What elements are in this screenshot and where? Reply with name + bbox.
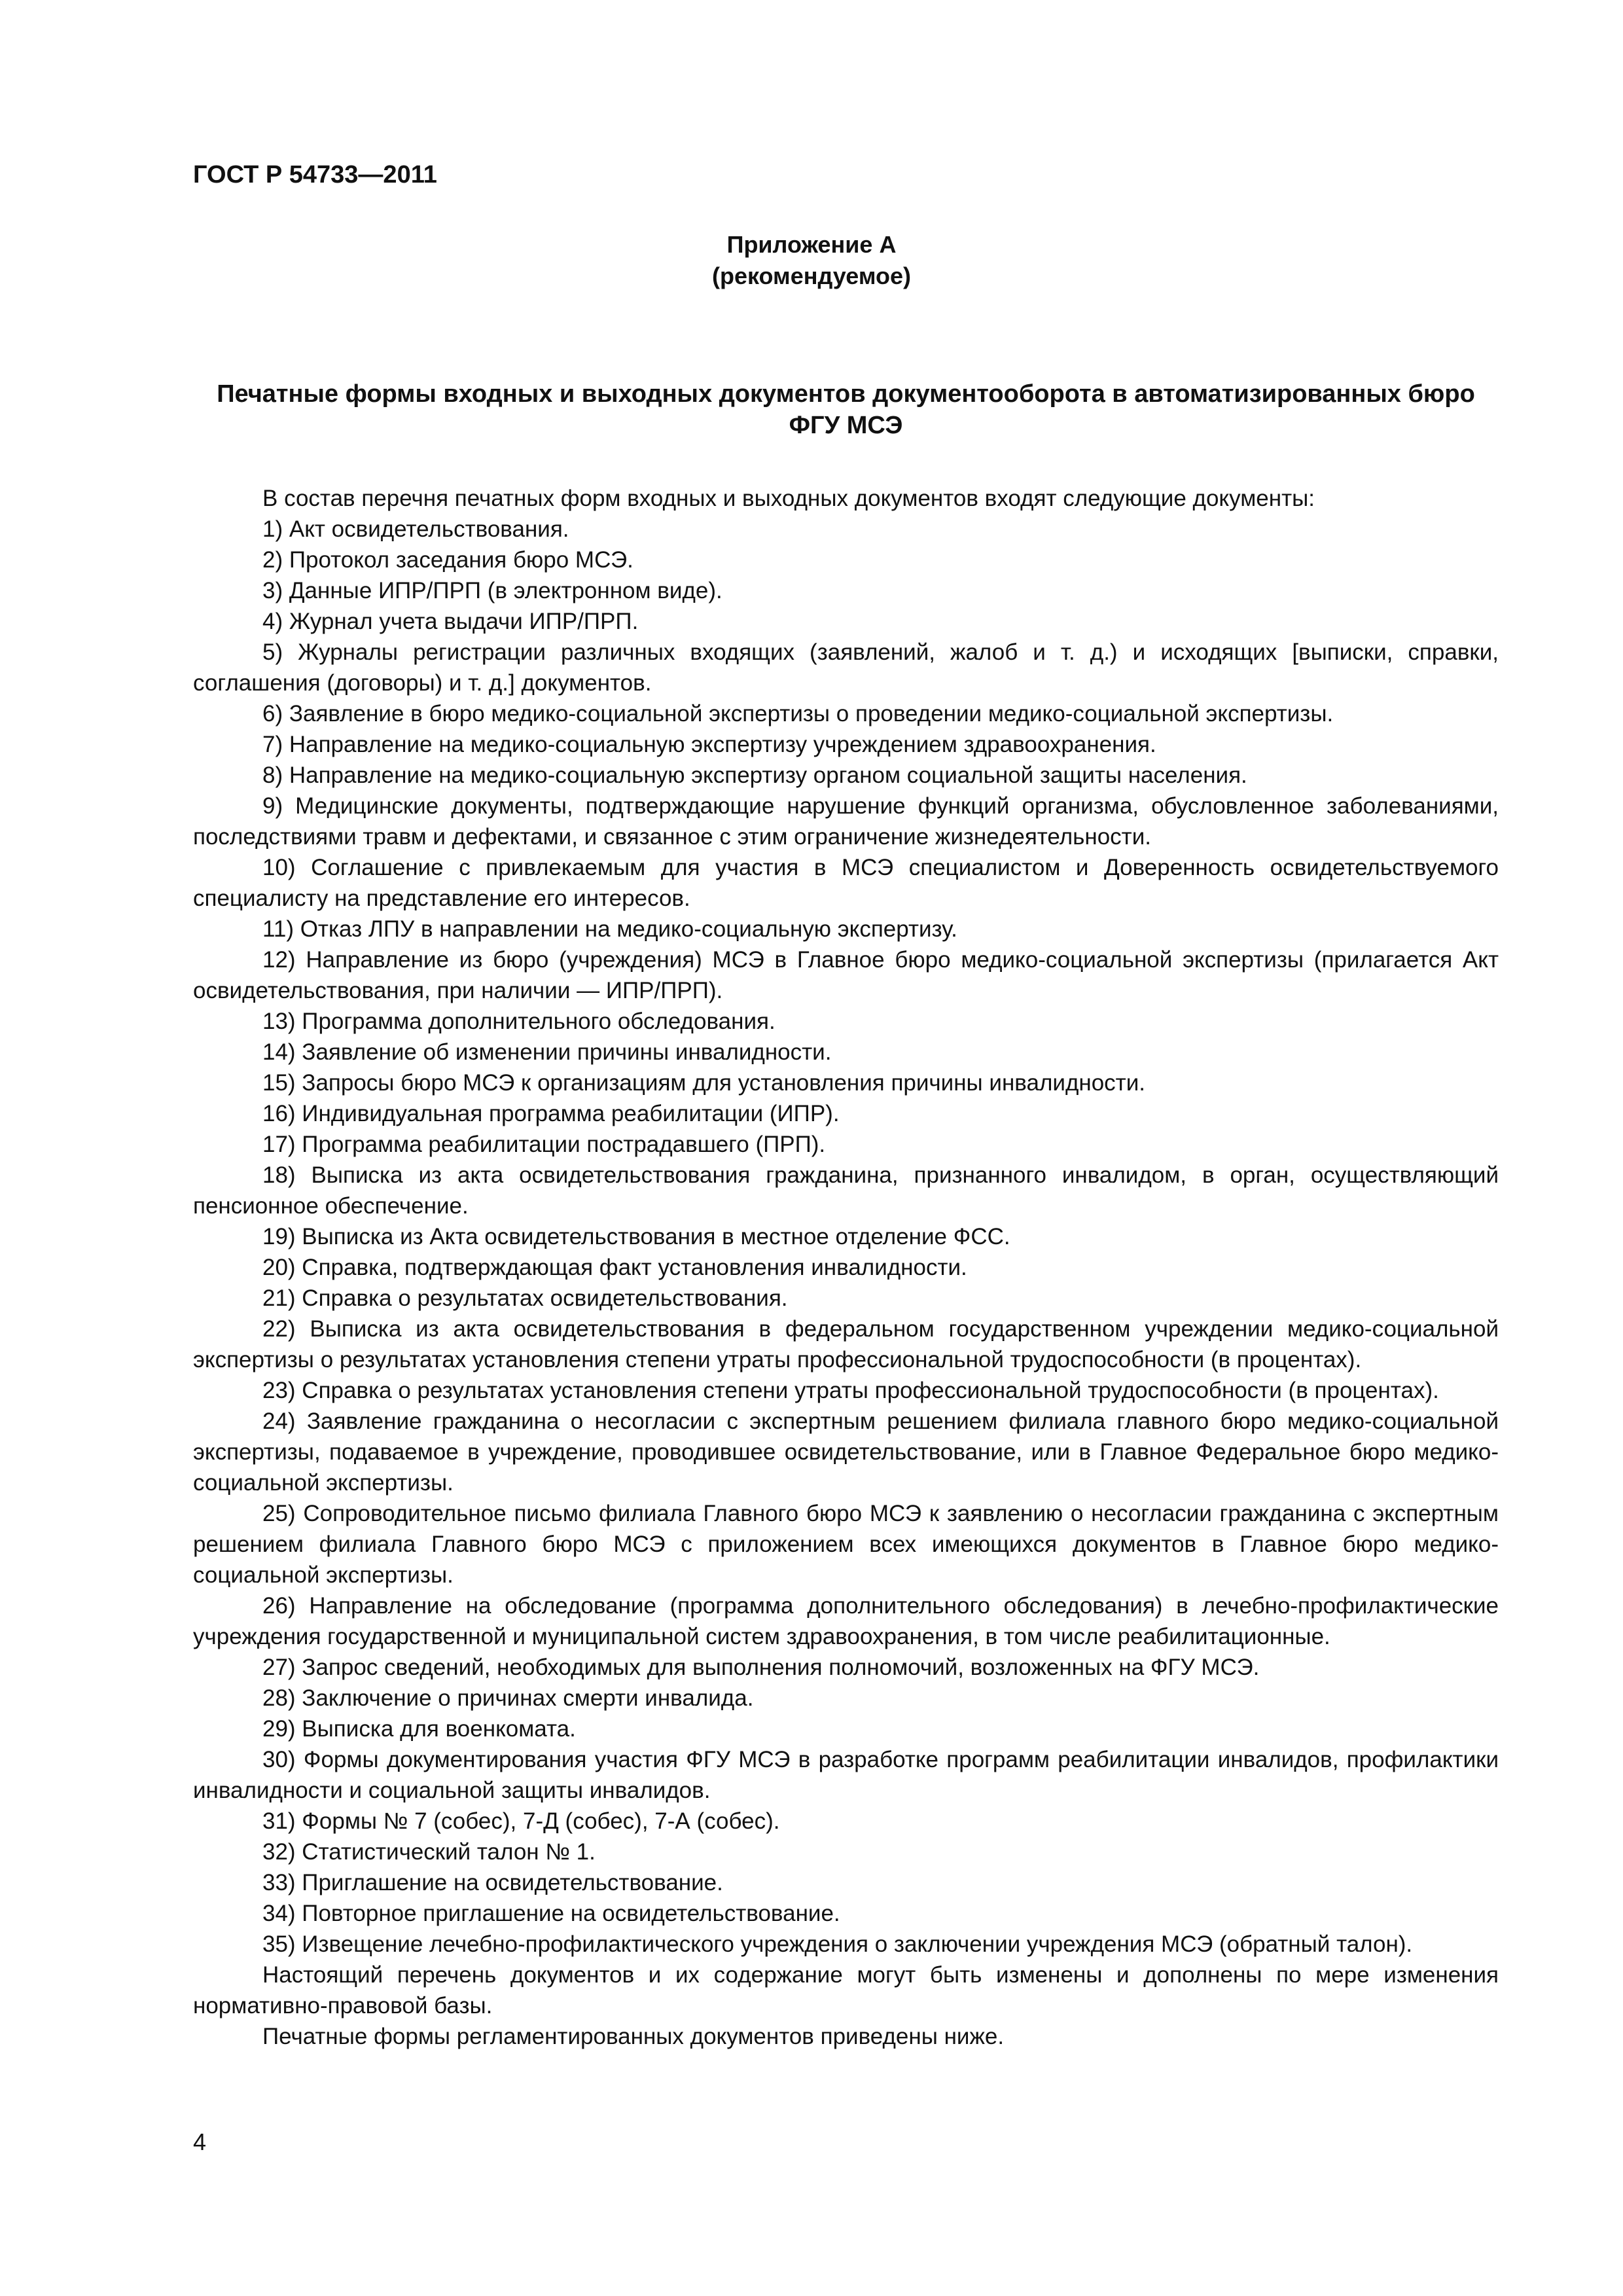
annex-title: Приложение А xyxy=(726,231,897,258)
list-item: 29) Выписка для военкомата. xyxy=(262,1716,576,1742)
list-item: 31) Формы № 7 (собес), 7-Д (собес), 7-А (собес). xyxy=(262,1808,780,1834)
list-item: 22) Выписка из акта освидетельствования в федеральном государственном учреждении медико-социальной экспертизы о результатах установления степени утраты профессиональной трудоспособности (в процентах). xyxy=(193,1316,1499,1372)
list-item: 8) Направление на медико-социальную экспертизу органом социальной защиты населения. xyxy=(262,762,1247,788)
list-item: 6) Заявление в бюро медико-социальной экспертизы о проведении медико-социальной экспертизы. xyxy=(262,701,1334,726)
list-item: 20) Справка, подтверждающая факт установления инвалидности. xyxy=(262,1255,967,1280)
list-item: 15) Запросы бюро МСЭ к организациям для установления причины инвалидности. xyxy=(262,1070,1145,1096)
list-item: 28) Заключение о причинах смерти инвалида. xyxy=(262,1685,754,1711)
list-item: 7) Направление на медико-социальную экспертизу учреждением здравоохранения. xyxy=(262,732,1156,757)
list-item: 18) Выписка из акта освидетельствования гражданина, признанного инвалидом, в орган, осуществляющий пенсионное обеспечение. xyxy=(193,1162,1499,1219)
list-item: 4) Журнал учета выдачи ИПР/ПРП. xyxy=(262,609,639,634)
annex-heading xyxy=(0,229,1623,292)
list-item: 1) Акт освидетельствования. xyxy=(262,516,569,542)
list-item: 17) Программа реабилитации пострадавшего (ПРП). xyxy=(262,1132,826,1157)
list-item: 23) Справка о результатах установления степени утраты профессиональной трудоспособности (в процентах). xyxy=(262,1378,1439,1403)
document-list xyxy=(193,514,1499,1960)
closing-paragraph: Настоящий перечень документов и их содержание могут быть изменены и дополнены по мере изменения нормативно-правовой базы. xyxy=(193,1962,1499,2018)
list-item: 16) Индивидуальная программа реабилитации (ИПР). xyxy=(262,1101,840,1126)
list-item: 33) Приглашение на освидетельствование. xyxy=(262,1870,723,1895)
intro-paragraph: В состав перечня печатных форм входных и выходных документов входят следующие документы: xyxy=(262,486,1315,511)
list-item: 14) Заявление об изменении причины инвалидности. xyxy=(262,1039,832,1065)
list-item: 5) Журналы регистрации различных входящих (заявлений, жалоб и т. д.) и исходящих [выписки, справки, соглашения (договоры) и т. д.] документов. xyxy=(193,639,1499,696)
page-number: 4 xyxy=(193,2128,207,2155)
closing-paragraph: Печатные формы регламентированных документов приведены ниже. xyxy=(262,2024,1005,2049)
list-item: 27) Запрос сведений, необходимых для выполнения полномочий, возложенных на ФГУ МСЭ. xyxy=(262,1655,1260,1680)
list-item: 26) Направление на обследование (программа дополнительного обследования) в лечебно-профилактические учреждения государственной и муниципальной систем здравоохранения, в том числе реабилитационные. xyxy=(193,1593,1499,1649)
section-title: Печатные формы входных и выходных документов документооборота в автоматизированных бюро ФГУ МСЭ xyxy=(217,380,1475,439)
list-item: 3) Данные ИПР/ПРП (в электронном виде). xyxy=(262,578,722,603)
list-item: 30) Формы документирования участия ФГУ МСЭ в разработке программ реабилитации инвалидов, профилактики инвалидности и социальной защиты инвалидов. xyxy=(193,1747,1499,1803)
standard-code: ГОСТ Р 54733—2011 xyxy=(193,161,437,188)
list-item: 10) Соглашение с привлекаемым для участия в МСЭ специалистом и Доверенность освидетельствуемого специалисту на представление его интересов. xyxy=(193,855,1499,911)
list-item: 25) Сопроводительное письмо филиала Главного бюро МСЭ к заявлению о несогласии гражданина с экспертным решением филиала Главного бюро МСЭ с приложением всех имеющихся документов в Главное бюро медико-социальной экспертизы. xyxy=(193,1501,1499,1588)
list-item: 21) Справка о результатах освидетельствования. xyxy=(262,1285,788,1311)
document-body xyxy=(193,483,1499,2052)
list-item: 35) Извещение лечебно-профилактического учреждения о заключении учреждения МСЭ (обратный талон). xyxy=(262,1931,1413,1957)
list-item: 2) Протокол заседания бюро МСЭ. xyxy=(262,547,633,573)
annex-status: (рекомендуемое) xyxy=(712,262,911,289)
list-item: 32) Статистический талон № 1. xyxy=(262,1839,596,1865)
list-item: 11) Отказ ЛПУ в направлении на медико-социальную экспертизу. xyxy=(262,916,957,942)
list-item: 9) Медицинские документы, подтверждающие нарушение функций организма, обусловленное заболеваниями, последствиями травм и дефектами, и связанное с этим ограничение жизнедеятельности. xyxy=(193,793,1499,850)
list-item: 34) Повторное приглашение на освидетельствование. xyxy=(262,1901,840,1926)
list-item: 19) Выписка из Акта освидетельствования в местное отделение ФСС. xyxy=(262,1224,1010,1249)
list-item: 24) Заявление гражданина о несогласии с экспертным решением филиала главного бюро медико-социальной экспертизы, подаваемое в учреждение, проводившее освидетельствование, или в Главное Федеральное бюро медико-социальной экспертизы. xyxy=(193,1408,1499,1496)
list-item: 12) Направление из бюро (учреждения) МСЭ в Главное бюро медико-социальной экспертизы (прилагается Акт освидетельствования, при наличии — ИПР/ПРП). xyxy=(193,947,1499,1003)
list-item: 13) Программа дополнительного обследования. xyxy=(262,1009,776,1034)
